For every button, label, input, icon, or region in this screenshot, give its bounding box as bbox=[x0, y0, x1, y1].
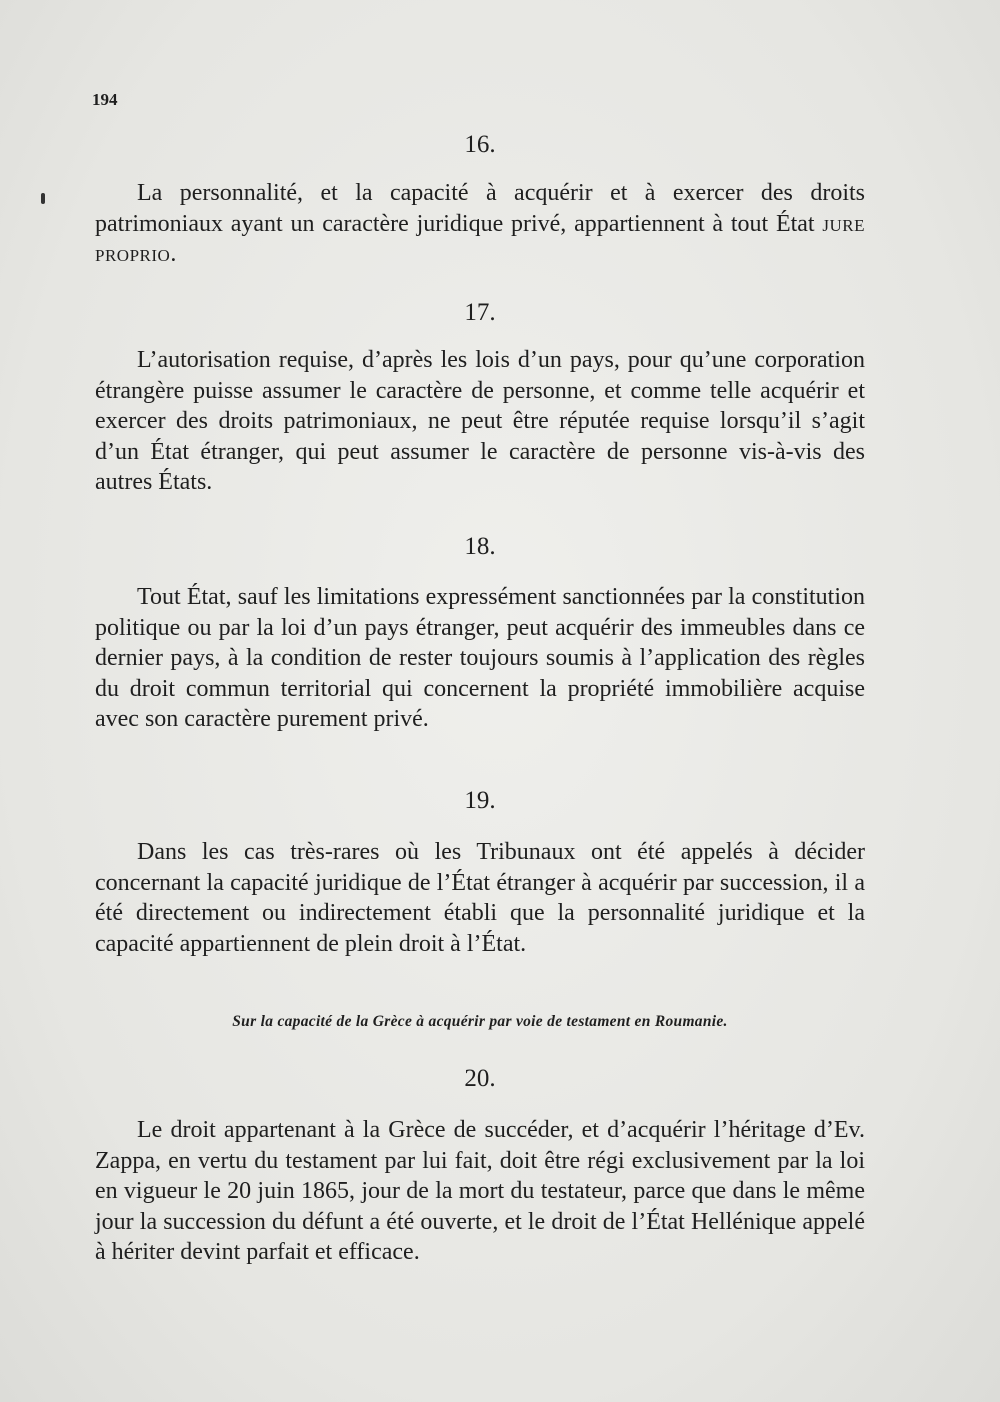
paragraph-text: L’autorisation requise, d’après les lois d’un pays, pour qu’une corporation étrangère puisse assumer le caractère de personne, et comme telle acquérir et exercer des droits patrimoniaux, ne peut être réputée requise lorsqu’il s’agit d’un État étranger, qui peut assumer le caractère de personne vis-à-vis des autres États. bbox=[95, 347, 865, 495]
section-paragraph bbox=[95, 582, 865, 735]
section-paragraph bbox=[95, 345, 865, 498]
section-16 bbox=[95, 130, 865, 270]
paragraph-text: Dans les cas très-rares où les Tribunaux ont été appelés à décider concernant la capacité juridique de l’État étranger à acquérir par succession, il a été directement ou indirectement établi que la personnalité juridique et la capacité appartiennent de plein droit à l’État. bbox=[95, 839, 865, 957]
section-number: 19. bbox=[464, 787, 496, 814]
subheading: Sur la capacité de la Grèce à acquérir par voie de testament en Roumanie. bbox=[232, 1013, 728, 1030]
latin-phrase: jure proprio bbox=[95, 210, 865, 267]
section-paragraph bbox=[95, 178, 865, 270]
section-17 bbox=[95, 298, 865, 498]
paragraph-text: La personnalité, et la capacité à acquérir et à exercer des droits patrimoniaux ayant un caractère juridique privé, appartiennent à tout État bbox=[95, 180, 865, 237]
margin-mark bbox=[41, 193, 45, 204]
section-paragraph bbox=[95, 1115, 865, 1268]
section-18 bbox=[95, 532, 865, 735]
subheading-block bbox=[95, 1013, 865, 1031]
paragraph-text-end: . bbox=[170, 241, 177, 267]
section-number: 17. bbox=[464, 299, 496, 326]
paragraph-text: Le droit appartenant à la Grèce de succéder, et d’acquérir l’héritage d’Ev. Zappa, en vertu du testament par lui fait, doit être régi exclusivement par la loi en vigueur le 20 juin 1865, jour de la mort du testateur, parce que dans le même jour la succession du défunt a été ouverte, et le droit de l’État Hellénique appelé à hériter devint parfait et efficace. bbox=[95, 1117, 865, 1265]
paragraph-text: Tout État, sauf les limitations expressément sanctionnées par la constitution politique ou par la loi d’un pays étranger, peut acquérir des immeubles dans ce dernier pays, à la condition de rester toujours soumis à l’application des règles du droit commun territorial qui concernent la propriété immobilière acquise avec son caractère purement privé. bbox=[95, 584, 865, 732]
section-number: 18. bbox=[464, 533, 496, 560]
section-number: 20. bbox=[464, 1065, 496, 1092]
section-20 bbox=[95, 1064, 865, 1268]
page-number: 194 bbox=[92, 90, 118, 109]
section-number: 16. bbox=[464, 131, 496, 158]
section-19 bbox=[95, 786, 865, 959]
section-paragraph bbox=[95, 837, 865, 959]
